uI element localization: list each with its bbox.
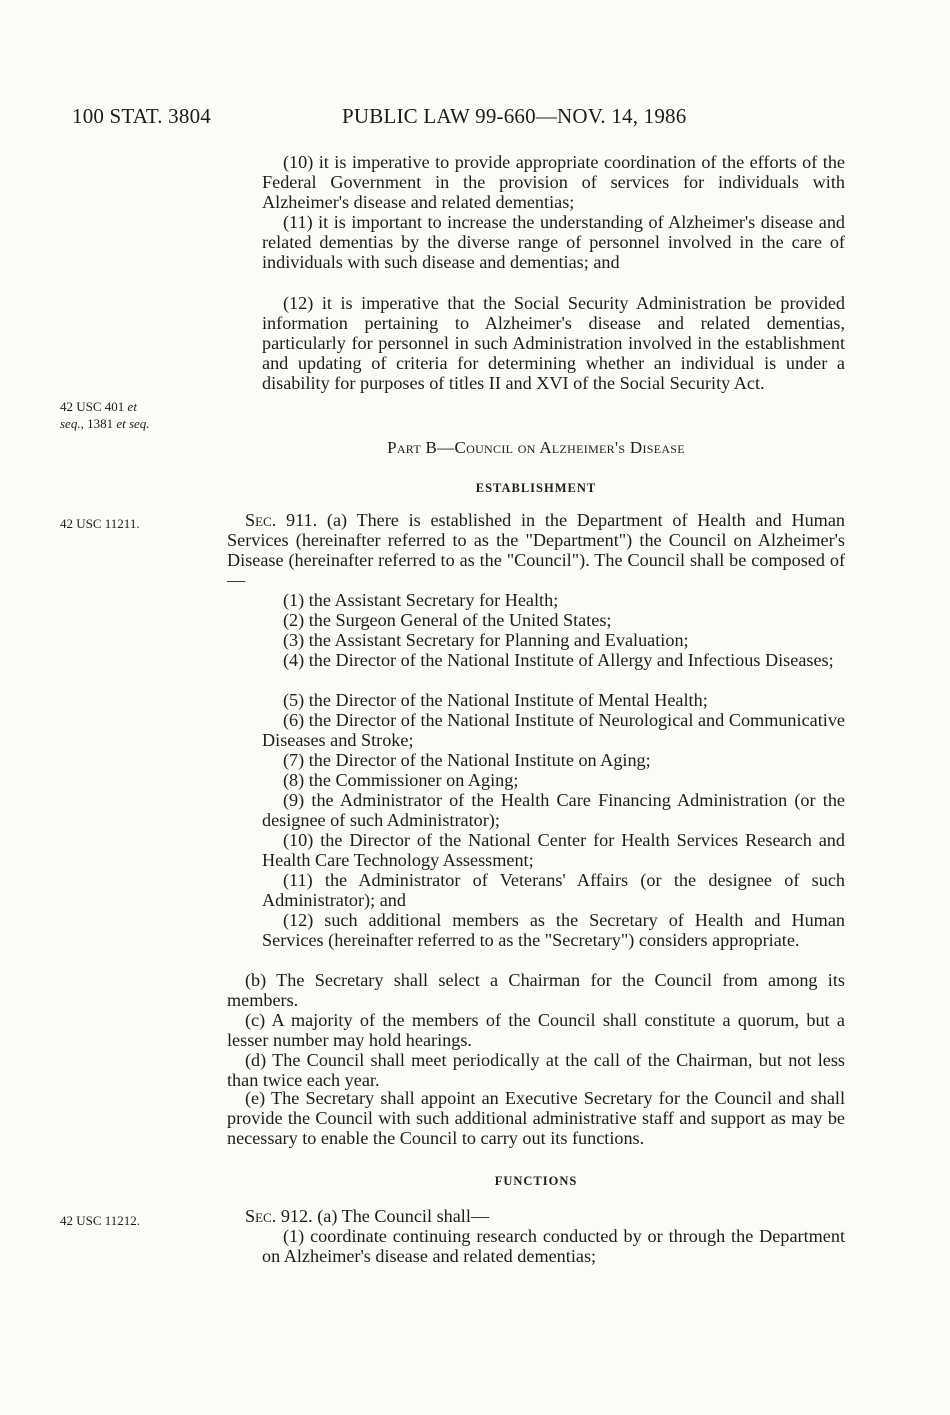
member-item: (2) the Surgeon General of the United States; <box>283 610 612 630</box>
member-item: (9) the Administrator of the Health Care Financing Administration (or the designee of such Administrator); <box>262 790 845 830</box>
sec-911-label: Sec. 911. <box>245 510 318 530</box>
margin-note-italic: et seq. <box>116 416 150 431</box>
member-item: (10) the Director of the National Center for Health Services Research and Health Care Technology Assessment; <box>262 830 845 870</box>
margin-note-italic: et <box>127 399 137 414</box>
stat-page-number: 100 STAT. 3804 <box>72 104 211 128</box>
sec-912-a-1: (1) coordinate continuing research conducted by or through the Department on Alzheimer's disease and related dementias; <box>262 1226 845 1266</box>
sec-911-a <box>227 510 845 590</box>
sec-911-d: (d) The Council shall meet periodically at the call of the Chairman, but not less than twice each year. <box>227 1050 845 1090</box>
part-b-heading <box>227 438 845 458</box>
margin-note-usc-11211: 42 USC 11211. <box>60 516 140 531</box>
member-item: (6) the Director of the National Institute of Neurological and Communicative Diseases and Stroke; <box>262 710 845 750</box>
public-law-citation: PUBLIC LAW 99-660—NOV. 14, 1986 <box>342 104 687 128</box>
member-item: (7) the Director of the National Institute on Aging; <box>283 750 651 770</box>
member-item: (12) such additional members as the Secretary of Health and Human Services (hereinafter referred to as the "Secretary") considers appropriate. <box>262 910 845 950</box>
member-item: (1) the Assistant Secretary for Health; <box>283 590 559 610</box>
sec-912-a <box>227 1206 845 1226</box>
member-item: (5) the Director of the National Institute of Mental Health; <box>283 690 708 710</box>
finding-11: (11) it is important to increase the understanding of Alzheimer's disease and related dementias by the diverse range of personnel involved in the care of individuals with such disease and dementias; and <box>262 212 845 272</box>
part-b-heading-text: Part B—Council on Alzheimer's Disease <box>387 438 685 457</box>
margin-note-usc-11212: 42 USC 11212. <box>60 1213 141 1228</box>
sec-911-b: (b) The Secretary shall select a Chairman for the Council from among its members. <box>227 970 845 1010</box>
finding-10: (10) it is imperative to provide appropriate coordination of the efforts of the Federal Government in the provision of services for individuals with Alzheimer's disease and related dementias; <box>262 152 845 212</box>
sec-912-a-text: (a) The Council shall— <box>312 1206 490 1226</box>
sec-911-c: (c) A majority of the members of the Council shall constitute a quorum, but a lesser number may hold hearings. <box>227 1010 845 1050</box>
functions-heading: FUNCTIONS <box>494 1174 578 1188</box>
sec-912-label: Sec. 912. <box>245 1206 313 1226</box>
margin-note-text: 42 USC 401 <box>60 399 125 414</box>
sec-911-a-text: (a) There is established in the Department of Health and Human Services (hereinafter referred to as the "Department") the Council on Alzheimer's Disease (hereinafter referred to as the "Council"). The Council shall be composed of— <box>227 510 845 590</box>
member-item: (11) the Administrator of Veterans' Affairs (or the designee of such Administrator); and <box>262 870 845 910</box>
margin-note-italic: seq. <box>60 416 81 431</box>
margin-note-text: , 1381 <box>80 416 114 431</box>
margin-note-usc-401 <box>60 398 210 432</box>
member-item: (4) the Director of the National Institute of Allergy and Infectious Diseases; <box>283 650 834 670</box>
member-item: (3) the Assistant Secretary for Planning and Evaluation; <box>283 630 689 650</box>
establishment-heading: ESTABLISHMENT <box>475 481 597 495</box>
sec-911-e: (e) The Secretary shall appoint an Executive Secretary for the Council and shall provide the Council with such additional administrative staff and support as may be necessary to enable the Council to carry out its functions. <box>227 1088 845 1148</box>
finding-12: (12) it is imperative that the Social Security Administration be provided information pertaining to Alzheimer's disease and related dementias, particularly for personnel in such Administration involved in the establishment and updating of criteria for determining whether an individual is under a disability for purposes of titles II and XVI of the Social Security Act. <box>262 293 845 393</box>
member-item: (8) the Commissioner on Aging; <box>283 770 519 790</box>
